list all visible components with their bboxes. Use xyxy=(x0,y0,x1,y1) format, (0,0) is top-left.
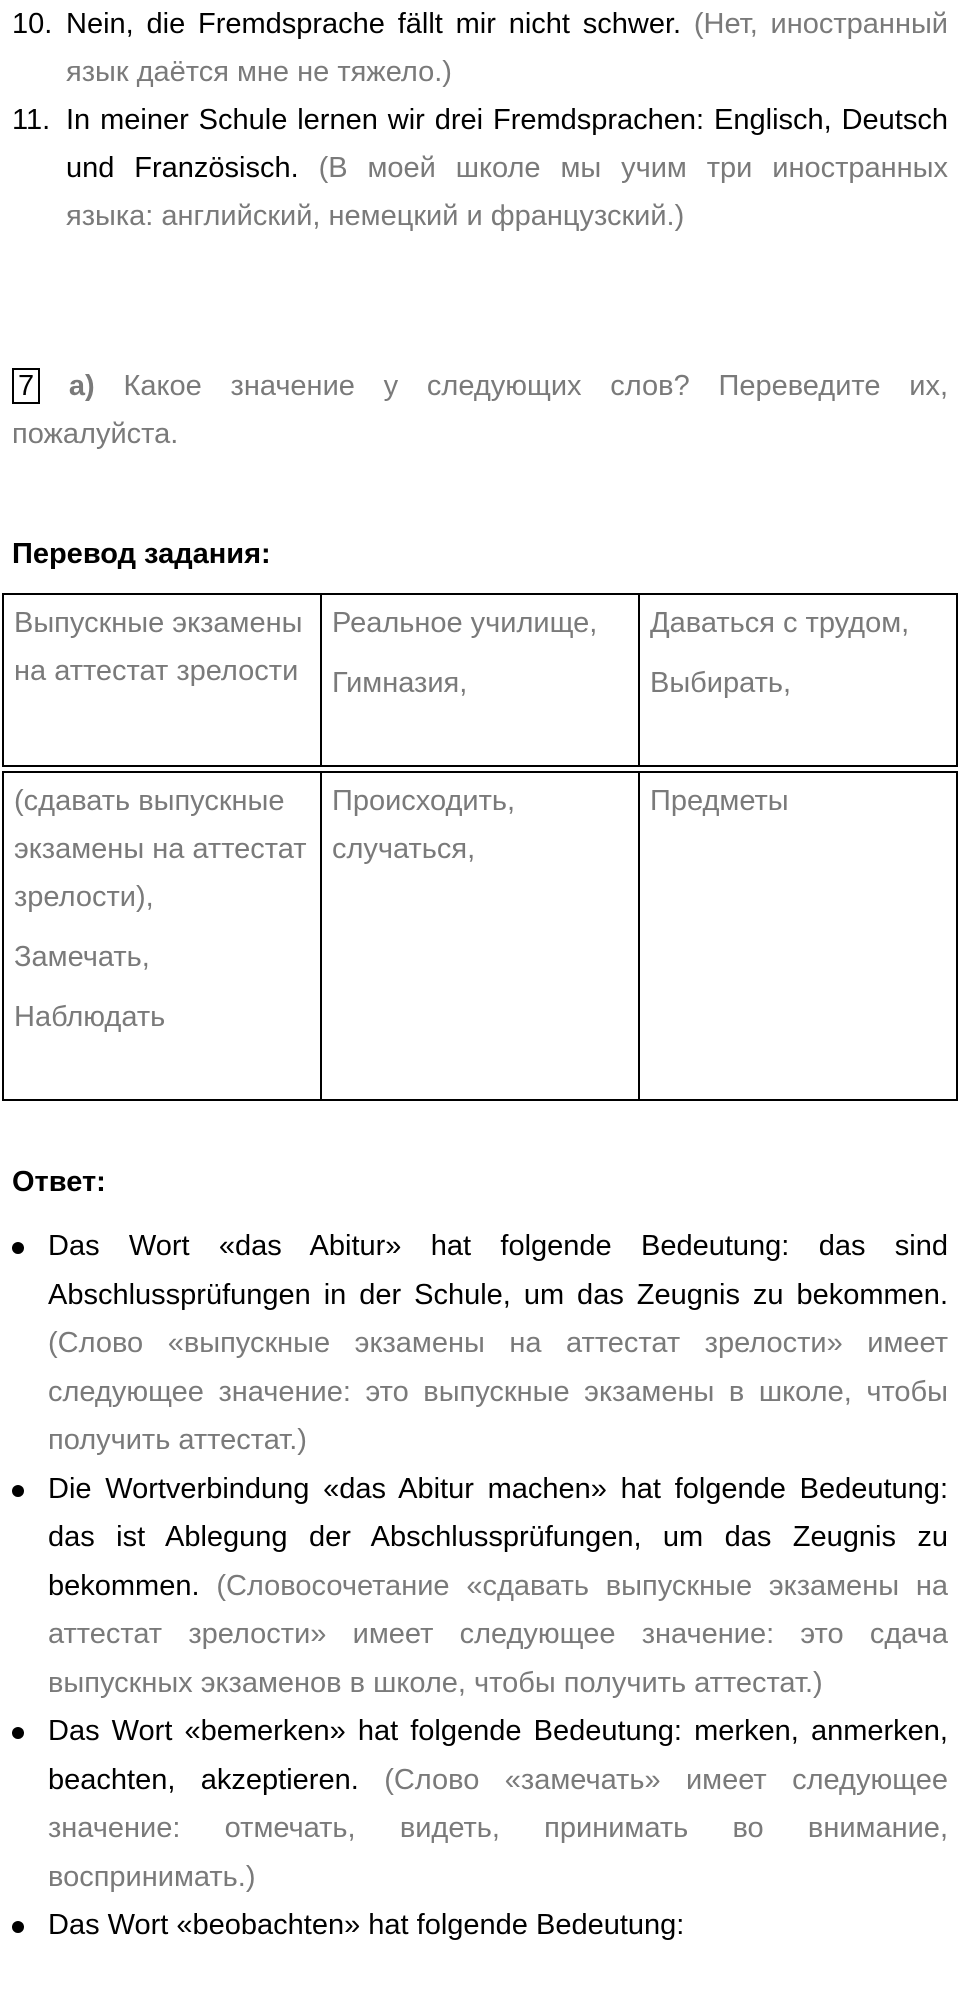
table-cell xyxy=(3,772,321,1100)
table-cell xyxy=(321,772,639,1100)
russian-translation: (Нет, иностранный язык даётся мне не тяжело.) xyxy=(66,8,948,88)
translation-table-1 xyxy=(2,593,958,767)
item-number: 10. xyxy=(12,8,53,40)
table-row xyxy=(3,594,957,766)
item-text xyxy=(66,96,948,240)
sentence-list xyxy=(12,0,948,240)
table-row xyxy=(3,772,957,1100)
bullet-icon xyxy=(12,1485,24,1497)
russian-translation: (В моей школе мы учим три иностранных языка: английский, немецкий и французский.) xyxy=(66,152,949,232)
cell-text: Выпускные экзамены на аттестат зрелости xyxy=(14,607,303,687)
german-text: Das Wort «bemerken» hat folgende Bedeutung: merken, anmerken, beachten, akzeptieren. xyxy=(48,1715,948,1796)
table-cell xyxy=(639,772,957,1100)
table-cell xyxy=(321,594,639,766)
cell-text: Гимназия, xyxy=(332,667,468,699)
cell-text: Предметы xyxy=(650,785,789,817)
item-number: 11. xyxy=(12,104,51,136)
german-text: In meiner Schule lernen wir drei Fremdsprachen: Englisch, Deutsch und Französisch. xyxy=(66,104,948,184)
task-number-box: 7 xyxy=(12,368,40,404)
list-item xyxy=(12,1222,948,1465)
cell-text: Реальное училище, xyxy=(332,607,598,639)
table-cell xyxy=(3,594,321,766)
translation-table-2 xyxy=(2,771,958,1101)
bullet-icon xyxy=(12,1242,24,1254)
translation-heading: Перевод задания: xyxy=(12,538,271,570)
german-text: Die Wortverbindung «das Abitur machen» hat folgende Bedeutung: das ist Ablegung der Abschlussprüfungen, um das Zeugnis zu bekommen. xyxy=(48,1472,948,1602)
russian-translation: (Словосочетание «сдавать выпускные экзамены на аттестат зрелости» имеет следующее значение: это сдача выпускных экзаменов в школе, чтобы получить аттестат.) xyxy=(48,1569,948,1699)
list-item xyxy=(12,96,948,240)
list-item xyxy=(12,1707,948,1901)
task-instruction xyxy=(12,362,948,458)
german-text: Das Wort «beobachten» hat folgende Bedeutung: xyxy=(48,1909,685,1941)
german-text: Das Wort «das Abitur» hat folgende Bedeutung: das sind Abschlussprüfungen in der Schule, um das Zeugnis zu bekommen. xyxy=(48,1230,948,1311)
task-text: Какое значение у следующих слов? Переведите их, пожалуйста. xyxy=(12,370,948,450)
german-text: Nein, die Fremdsprache fällt mir nicht schwer. xyxy=(66,8,682,40)
russian-translation: (Слово «замечать» имеет следующее значение: отмечать, видеть, принимать во внимание, воспринимать.) xyxy=(48,1763,948,1893)
list-item xyxy=(12,1901,948,1950)
bullet-icon xyxy=(12,1727,24,1739)
cell-text: Замечать, xyxy=(14,941,150,973)
list-item xyxy=(12,1465,948,1708)
bullet-icon xyxy=(12,1921,24,1933)
cell-text: (сдавать выпускные экзамены на аттестат зрелости), xyxy=(14,785,307,913)
cell-text: Выбирать, xyxy=(650,667,792,699)
answer-heading: Ответ: xyxy=(12,1166,106,1198)
item-text xyxy=(66,0,948,96)
cell-text: Даваться с трудом, xyxy=(650,607,910,639)
cell-text: Наблюдать xyxy=(14,1001,166,1033)
list-item xyxy=(12,0,948,96)
task-letter: а) xyxy=(68,370,95,402)
russian-translation: (Слово «выпускные экзамены на аттестат зрелости» имеет следующее значение: это выпускные экзамены в школе, чтобы получить аттестат.) xyxy=(48,1327,948,1456)
table-cell xyxy=(639,594,957,766)
cell-text: Происходить, случаться, xyxy=(332,785,516,865)
answer-list xyxy=(12,1222,948,1950)
